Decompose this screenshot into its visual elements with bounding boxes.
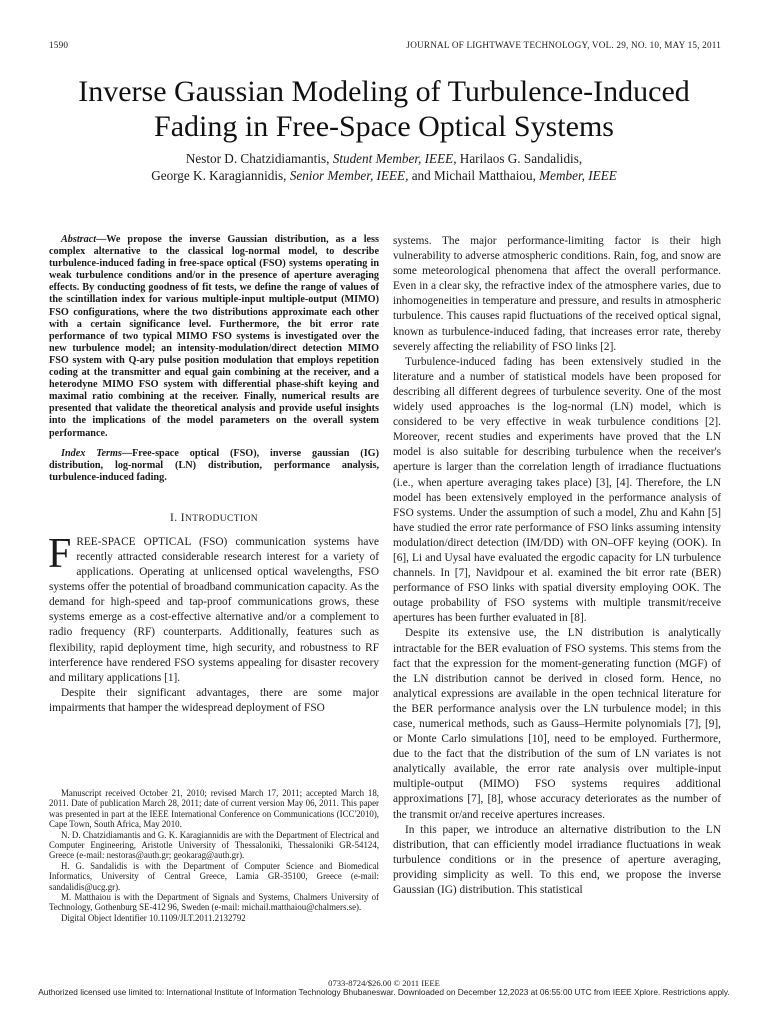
footnote: Manuscript received October 21, 2010; revised March 17, 2011; accepted March 18, 2011. Date of publication March 28, 2011; date of current version May 06, 2011. This paper was presented in part at the IEEE International Conference on Communications (ICC'2010), Cape Town, South Africa, May 2010.	[49, 788, 379, 830]
index-terms-label: Index Terms	[61, 447, 122, 459]
author-membership: Member, IEEE	[539, 167, 617, 183]
footnotes	[49, 788, 379, 923]
index-terms	[49, 448, 379, 484]
paragraph: systems. The major performance-limiting factor is their high vulnerability to adverse atmospheric conditions. Rain, fog, and snow are some meteorological phenomena that affect the overall performance. Even in a clear sky, the refractive index of the atmosphere varies, due to inhomogeneities in temperature and pressure, and results in atmospheric turbulence. This causes rapid fluctuations of the received optical signal, known as turbulence-induced fading, that increases error rate, thereby severely affecting the reliability of FSO links [2].	[393, 235, 721, 353]
author-name: Harilaos G. Sandalidis,	[459, 151, 583, 166]
paragraph: In this paper, we introduce an alternative distribution to the LN distribution, that can efficiently model irradiance fluctuations in weak turbulence conditions or in the presence of aperture averaging, providing simplicity as well. To this end, we propose the inverse Gaussian (IG) distribution. This statistical	[393, 823, 721, 897]
title-block	[30, 74, 738, 184]
paper-title-line-1: Inverse Gaussian Modeling of Turbulence-Induced	[78, 75, 690, 108]
footnote: M. Matthaiou is with the Department of Signals and Systems, Chalmers University of Technology, Gothenburg SE-412 96, Sweden (e-mail: michail.matthaiou@chalmers.se).	[49, 892, 379, 913]
drop-cap: F	[48, 530, 72, 577]
section-number: I.	[169, 511, 178, 524]
abstract-label: Abstract	[61, 234, 97, 245]
abstract-text: —We propose the inverse Gaussian distribution, as a less complex alternative to the classical log-normal model, to describe turbulence-induced fading in free-space optical (FSO) systems operating in weak turbulence conditions and/or in the presence of aperture averaging effects. By conducting goodness of fit tests, we define the range of values of the scintillation index for various multiple-input multiple-output (MIMO) FSO configurations, where the two distributions approximate each other with a certain significance level. Furthermore, the bit error rate performance of two typical MIMO FSO systems is investigated over the new turbulence model; an intensity-modulation/direct detection MIMO FSO system with Q-ary pulse position modulation that employs repetition coding at the transmitter and equal gain combining at the receiver, and a heterodyne MIMO FSO system with differential phase-shift keying and maximal ratio combining at the receiver. Finally, numerical results are presented that validate the theoretical analysis and provide useful insights into the implications of the model parameters on the overall system performance.	[49, 234, 379, 439]
author-name: George K. Karagiannidis,	[151, 167, 287, 183]
page-number: 1590	[49, 40, 69, 50]
right-column	[393, 234, 721, 898]
author-name: Michail Matthaiou,	[434, 167, 536, 183]
paper-title-line-2: Fading in Free-Space Optical Systems	[154, 110, 614, 143]
author-membership: Student Member, IEEE,	[332, 151, 457, 166]
footnote: H. G. Sandalidis is with the Department of Computer Science and Biomedical Informatics, University of Central Greece, Lamia GR-35100, Greece (e-mail: sandalidis@ucg.gr).	[49, 860, 379, 892]
copyright-code: 0733-8724/$26.00 © 2011 IEEE	[328, 978, 440, 988]
author-conjunction: and	[411, 167, 431, 183]
intro-paragraph-2: Despite their significant advantages, there are some major impairments that hamper the widespread deployment of FSO	[49, 686, 379, 714]
paragraph: Despite its extensive use, the LN distribution is analytically intractable for the BER evaluation of FSO systems. This stems from the fact that the expression for the moment-generating function (MGF) of the LN distribution cannot be derived in closed form. Hence, no analytical expressions are available in the open technical literature for the BER performance analysis over the LN turbulence model; in this case, numerical methods, such as Gauss–Hermite polynomials [7], [9], or Monte Carlo simulations [10], need to be employed. Furthermore, due to the fact that the distribution of the sum of LN variates is not analytically available, the error rate analysis over multiple-input multiple-output (MIMO) FSO systems requires additional approximations [7], [8], whose accuracy deteriorates as the number of the transmit or/and receive apertures increases.	[393, 627, 721, 821]
section-title-initial: I	[180, 511, 185, 524]
author-line-1	[30, 151, 738, 168]
page-header	[49, 40, 721, 54]
author-line-2	[30, 168, 738, 185]
intro-paragraph-1: REE-SPACE OPTICAL (FSO) communication systems have recently attracted considerable research interest for a variety of applications. Operating at unlicensed optical wavelengths, FSO systems offer the potential of broadband communication capacity. As the demand for high-speed and tap-proof communications grows, these systems emerge as a cost-effective alternative and/or a complement to radio frequency (RF) counterparts. Additionally, features such as flexibility, rapid deployment time, high security, and robustness to RF interference have rendered FSO systems appealing for disaster recovery and military applications [1].	[49, 535, 379, 684]
journal-running-head: JOURNAL OF LIGHTWAVE TECHNOLOGY, VOL. 29, NO. 10, MAY 15, 2011	[406, 40, 721, 50]
author-name: Nestor D. Chatzidiamantis,	[185, 151, 330, 166]
author-membership: Senior Member, IEEE,	[289, 167, 409, 183]
author-list	[30, 151, 738, 184]
abstract	[49, 234, 379, 440]
license-notice: Authorized licensed use limited to: International Institute of Information Technology Bhubaneswar. Downloaded on December 12,2023 at 06:55:00 UTC from IEEE Xplore. Restrictions apply.	[38, 987, 730, 997]
introduction-text	[48, 530, 379, 716]
doi: Digital Object Identifier 10.1109/JLT.2011.2132792	[61, 912, 246, 923]
section-heading	[49, 512, 379, 524]
left-column	[49, 234, 379, 716]
footnote: N. D. Chatzidiamantis and G. K. Karagiannidis are with the Department of Electrical and Computer Engineering, Aristotle University of Thessaloniki, Thessaloniki GR-54124, Greece (e-mail: nestoras@auth.gr; geokarag@auth.gr).	[49, 829, 379, 861]
paragraph: Turbulence-induced fading has been extensively studied in the literature and a number of statistical models have been proposed for describing all different degrees of turbulence severity. One of the most widely used approaches is the log-normal (LN) model, which is considered to be very effective in weak turbulence conditions [2]. Moreover, recent studies and experiments have proved that the LN model is also suitable for describing turbulence when the receiver's aperture is larger than the correlation length of irradiance fluctuations (i.e., when aperture averaging takes place) [3], [4]. Therefore, the LN model has been extensively employed in the performance analysis of FSO systems. Under the assumption of such a model, Zhu and Kahn [5] have studied the error rate performance of FSO links assuming intensity modulation/direct detection (IM/DD) with ON–OFF keying (OOK). In [6], Li and Uysal have evaluated the ergodic capacity for LN turbulence channels. In [7], Navidpour et al. examined the bit error rate (BER) performance of FSO links with spatial diversity employing OOK. The outage probability of FSO systems with multiple transmit/receive apertures has been further evaluated in [8].	[393, 355, 721, 625]
index-terms-text: —Free-space optical (FSO), inverse gaussian (IG) distribution, log-normal (LN) distribution, performance analysis, turbulence-induced fading.	[49, 447, 379, 483]
right-column-text	[393, 234, 721, 898]
section-title-rest: NTRODUCTION	[185, 513, 259, 524]
